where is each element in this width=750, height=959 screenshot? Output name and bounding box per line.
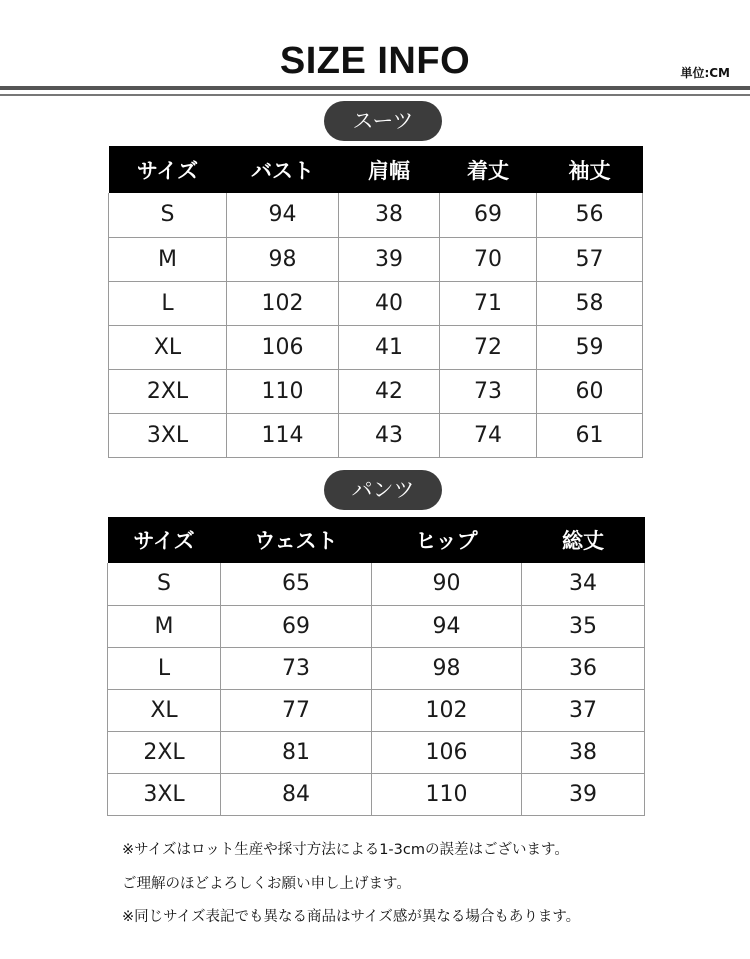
table-cell: 72 bbox=[440, 325, 537, 369]
note-line: ※同じサイズ表記でも異なる商品はサイズ感が異なる場合もあります。 bbox=[122, 909, 581, 925]
suit-header-cell: 着丈 bbox=[440, 146, 537, 193]
table-cell: M bbox=[108, 605, 221, 647]
table-cell: 3XL bbox=[108, 773, 221, 815]
pants-header-cell: ウェスト bbox=[221, 517, 372, 563]
table-row bbox=[108, 773, 645, 815]
table-row bbox=[109, 281, 643, 325]
table-row bbox=[108, 689, 645, 731]
table-cell: 94 bbox=[227, 193, 339, 237]
table-cell: 84 bbox=[221, 773, 372, 815]
suit-size-table bbox=[108, 146, 643, 458]
table-cell: 2XL bbox=[109, 369, 227, 413]
suit-header-row bbox=[109, 146, 643, 193]
table-cell: 41 bbox=[339, 325, 440, 369]
suit-header-cell: サイズ bbox=[109, 146, 227, 193]
note-line: ご理解のほどよろしくお願い申し上げます。 bbox=[122, 876, 411, 892]
pants-header-cell: サイズ bbox=[108, 517, 221, 563]
pants-section-label: パンツ bbox=[324, 470, 442, 510]
table-cell: 40 bbox=[339, 281, 440, 325]
pants-size-table bbox=[107, 517, 645, 816]
table-cell: L bbox=[108, 647, 221, 689]
table-row bbox=[108, 731, 645, 773]
table-cell: 102 bbox=[227, 281, 339, 325]
table-cell: L bbox=[109, 281, 227, 325]
table-cell: 39 bbox=[339, 237, 440, 281]
suit-header-cell: バスト bbox=[227, 146, 339, 193]
header-divider-thin bbox=[0, 94, 750, 96]
table-cell: 94 bbox=[372, 605, 522, 647]
table-row bbox=[109, 369, 643, 413]
table-cell: 35 bbox=[522, 605, 645, 647]
table-cell: 98 bbox=[372, 647, 522, 689]
table-cell: 57 bbox=[537, 237, 643, 281]
note-line: ※サイズはロット生産や採寸方法による1-3cmの誤差はございます。 bbox=[122, 842, 569, 858]
table-cell: 38 bbox=[522, 731, 645, 773]
table-cell: 69 bbox=[221, 605, 372, 647]
table-cell: 65 bbox=[221, 563, 372, 605]
table-cell: 81 bbox=[221, 731, 372, 773]
table-cell: 74 bbox=[440, 413, 537, 457]
table-cell: 106 bbox=[372, 731, 522, 773]
table-cell: 98 bbox=[227, 237, 339, 281]
table-row bbox=[108, 647, 645, 689]
table-cell: 42 bbox=[339, 369, 440, 413]
table-cell: 114 bbox=[227, 413, 339, 457]
table-row bbox=[108, 563, 645, 605]
table-cell: 77 bbox=[221, 689, 372, 731]
table-cell: 37 bbox=[522, 689, 645, 731]
table-row bbox=[109, 325, 643, 369]
table-cell: 106 bbox=[227, 325, 339, 369]
header-divider-thick bbox=[0, 86, 750, 90]
table-cell: S bbox=[108, 563, 221, 605]
table-cell: 36 bbox=[522, 647, 645, 689]
page-title: SIZE INFO bbox=[279, 40, 471, 82]
pants-header-row bbox=[108, 517, 645, 563]
table-row bbox=[108, 605, 645, 647]
table-cell: 70 bbox=[440, 237, 537, 281]
unit-label: 単位:CM bbox=[680, 66, 730, 80]
table-cell: 110 bbox=[372, 773, 522, 815]
table-cell: 56 bbox=[537, 193, 643, 237]
table-cell: 61 bbox=[537, 413, 643, 457]
table-cell: 60 bbox=[537, 369, 643, 413]
table-row bbox=[109, 193, 643, 237]
table-cell: M bbox=[109, 237, 227, 281]
table-cell: 39 bbox=[522, 773, 645, 815]
table-cell: XL bbox=[109, 325, 227, 369]
table-cell: 34 bbox=[522, 563, 645, 605]
table-cell: 38 bbox=[339, 193, 440, 237]
table-cell: 73 bbox=[440, 369, 537, 413]
suit-header-cell: 肩幅 bbox=[339, 146, 440, 193]
table-cell: S bbox=[109, 193, 227, 237]
table-cell: 2XL bbox=[108, 731, 221, 773]
table-cell: 43 bbox=[339, 413, 440, 457]
table-row bbox=[109, 413, 643, 457]
table-row bbox=[109, 237, 643, 281]
pants-header-cell: ヒップ bbox=[372, 517, 522, 563]
table-cell: 58 bbox=[537, 281, 643, 325]
table-cell: 110 bbox=[227, 369, 339, 413]
table-cell: 71 bbox=[440, 281, 537, 325]
table-cell: 3XL bbox=[109, 413, 227, 457]
suit-header-cell: 袖丈 bbox=[537, 146, 643, 193]
table-cell: 59 bbox=[537, 325, 643, 369]
table-cell: 69 bbox=[440, 193, 537, 237]
pants-header-cell: 総丈 bbox=[522, 517, 645, 563]
table-cell: 90 bbox=[372, 563, 522, 605]
table-cell: XL bbox=[108, 689, 221, 731]
table-cell: 73 bbox=[221, 647, 372, 689]
table-cell: 102 bbox=[372, 689, 522, 731]
suit-section-label: スーツ bbox=[324, 101, 442, 141]
